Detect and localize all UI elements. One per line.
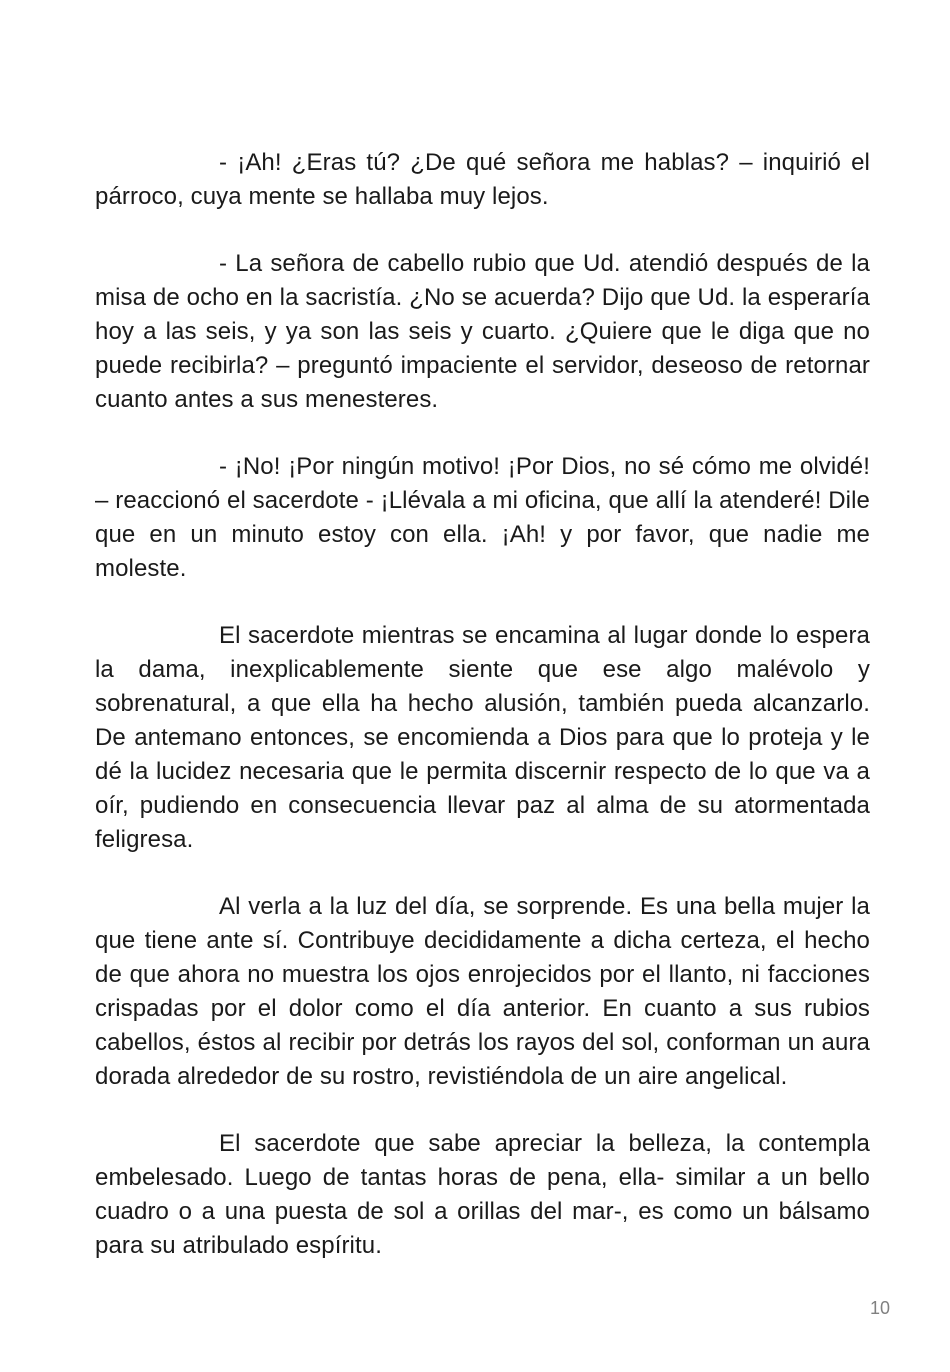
paragraph: Al verla a la luz del día, se sorprende. Es una bella mujer la que tiene ante sí. Contribuye decididamente a dicha certeza, el hecho de que ahora no muestra los ojos enrojecidos por el llanto, ni facciones crispadas por el dolor como el día anterior. En cuanto a sus rubios cabellos, éstos al recibir por detrás los rayos del sol, conforman un aura dorada alrededor de su rostro, revistiéndola de un aire angelical. bbox=[95, 893, 870, 1090]
paragraph: El sacerdote que sabe apreciar la belleza, la contempla embelesado. Luego de tantas horas de pena, ella- similar a un bello cuadro o a una puesta de sol a orillas del mar-, es como un bálsamo para su atribulado espíritu. bbox=[95, 1130, 870, 1259]
page-body bbox=[95, 146, 870, 1296]
paragraph: El sacerdote mientras se encamina al lugar donde lo espera la dama, inexplicablemente siente que ese algo malévolo y sobrenatural, a que ella ha hecho alusión, también pueda alcanzarlo. De antemano entonces, se encomienda a Dios para que lo proteja y le dé la lucidez necesaria que le permita discernir respecto de lo que va a oír, pudiendo en consecuencia llevar paz al alma de su atormentada feligresa. bbox=[95, 622, 870, 853]
page-number: 10 bbox=[870, 1298, 891, 1318]
paragraph: - ¡Ah! ¿Eras tú? ¿De qué señora me hablas? – inquirió el párroco, cuya mente se hallaba muy lejos. bbox=[95, 149, 870, 210]
paragraph: - ¡No! ¡Por ningún motivo! ¡Por Dios, no sé cómo me olvidé! – reaccionó el sacerdote - ¡Llévala a mi oficina, que allí la atenderé! Dile que en un minuto estoy con ella. ¡Ah! y por favor, que nadie me moleste. bbox=[95, 453, 870, 582]
paragraph: - La señora de cabello rubio que Ud. atendió después de la misa de ocho en la sacristía. ¿No se acuerda? Dijo que Ud. la esperaría hoy a las seis, y ya son las seis y cuarto. ¿Quiere que le diga que no puede recibirla? – preguntó impaciente el servidor, deseoso de retornar cuanto antes a sus menesteres. bbox=[95, 250, 870, 413]
